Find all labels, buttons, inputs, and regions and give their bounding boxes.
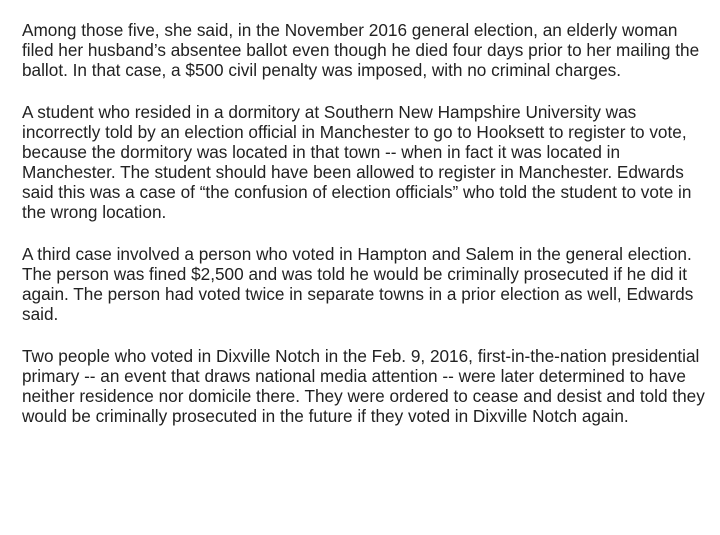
paragraph-student-dormitory: A student who resided in a dormitory at Southern New Hampshire University was incorrectly told by an election official in Manchester to go to Hooksett to register to vote, because the dormitory was located in that town -- when in fact it was located in Manchester. The student should have been allowed to register in Manchester. Edwards said this was a case of “the confusion of election officials” who told the student to vote in the wrong location. bbox=[22, 102, 692, 222]
paragraph-elderly-woman-ballot: Among those five, she said, in the November 2016 general election, an elderly woman filed her husband’s absentee ballot even though he died four days prior to her mailing the ballot. In that case, a $500 civil penalty was imposed, with no criminal charges. bbox=[22, 20, 700, 80]
paragraph-dixville-notch-voters: Two people who voted in Dixville Notch in the Feb. 9, 2016, first-in-the-nation presidential primary -- an event that draws national media attention -- were later determined to have neither residence nor domicile there. They were ordered to cease and desist and told they would be criminally prosecuted in the future if they voted in Dixville Notch again. bbox=[22, 346, 705, 426]
paragraph-hampton-salem-voter: A third case involved a person who voted in Hampton and Salem in the general election. The person was fined $2,500 and was told he would be criminally prosecuted if he did it again. The person had voted twice in separate towns in a prior election as well, Edwards said. bbox=[22, 244, 694, 324]
